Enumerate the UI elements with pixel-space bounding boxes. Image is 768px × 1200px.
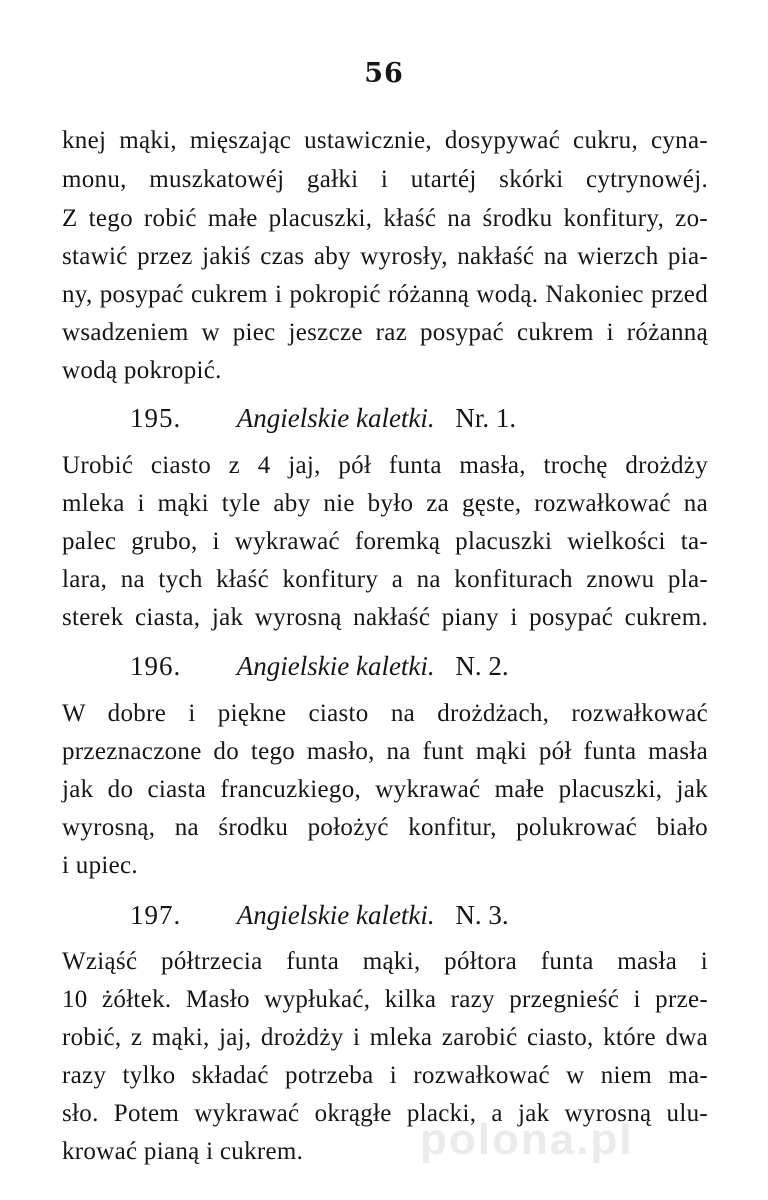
- text-line: Urobić ciasto z 4 jaj, pół funta masła, trochę drożdży: [62, 452, 708, 479]
- page-number: 56: [364, 58, 404, 89]
- text-line: ny, posypać cukrem i pokropić różanną wodą. Nakoniec przed: [62, 281, 708, 308]
- recipe-title: Angielskie kaletki.: [236, 651, 435, 681]
- text-line: sterek ciasta, jak wyrosną nakłaść piany i posypać cukrem.: [62, 604, 708, 631]
- text-line: wyrosną, na środku położyć konfitur, polukrować biało: [62, 814, 708, 841]
- recipe-heading: [130, 895, 509, 935]
- text-line: Z tego robić małe placuszki, kłaść na środku konfitury, zo-: [62, 205, 708, 232]
- recipe-heading: [130, 398, 516, 438]
- recipe-title: Angielskie kaletki.: [236, 403, 435, 433]
- text-line: stawić przez jakiś czas aby wyrosły, nakłaść na wierzch pia-: [62, 243, 708, 270]
- text-line: Wziąść półtrzecia funta mąki, półtora funta masła i: [62, 948, 708, 975]
- text-line: przeznaczone do tego masło, na funt mąki pół funta masła: [62, 738, 708, 765]
- text-line: wodą pokropić.: [62, 357, 222, 384]
- text-line: razy tylko składać potrzeba i rozwałkować w niem ma-: [62, 1062, 708, 1089]
- recipe-number: 196.: [130, 651, 182, 681]
- text-line: sło. Potem wykrawać okrągłe placki, a jak wyrosną ulu-: [62, 1100, 708, 1127]
- text-line: lara, na tych kłaść konfitury a na konfiturach znowu pla-: [62, 566, 708, 593]
- text-line: knej mąki, mięszając ustawicznie, dosypywać cukru, cyna-: [62, 127, 708, 154]
- text-line: krować pianą i cukrem.: [62, 1138, 304, 1165]
- recipe-number: 197.: [130, 900, 182, 930]
- text-line: W dobre i piękne ciasto na drożdżach, rozwałkować: [62, 700, 708, 727]
- recipe-variant: N. 3.: [455, 900, 509, 930]
- text-line: monu, muszkatowéj gałki i utartéj skórki cytrynowéj.: [62, 166, 708, 193]
- recipe-number: 195.: [130, 403, 182, 433]
- recipe-heading: [130, 646, 509, 686]
- text-line: mleka i mąki tyle aby nie było za gęste, rozwałkować na: [62, 490, 708, 517]
- text-line: robić, z mąki, jaj, drożdży i mleka zarobić ciasto, które dwa: [62, 1024, 708, 1051]
- recipe-title: Angielskie kaletki.: [236, 900, 435, 930]
- text-line: wsadzeniem w piec jeszcze raz posypać cukrem i różanną: [62, 319, 708, 346]
- recipe-variant: Nr. 1.: [455, 403, 517, 433]
- text-line: i upiec.: [62, 852, 138, 879]
- text-line: 10 żółtek. Masło wypłukać, kilka razy przegnieść i prze-: [62, 986, 708, 1013]
- recipe-variant: N. 2.: [455, 651, 509, 681]
- text-line: jak do ciasta francuzkiego, wykrawać małe placuszki, jak: [62, 776, 708, 803]
- watermark: polona.pl: [420, 1115, 634, 1164]
- text-line: palec grubo, i wykrawać foremką placuszki wielkości ta-: [62, 528, 708, 555]
